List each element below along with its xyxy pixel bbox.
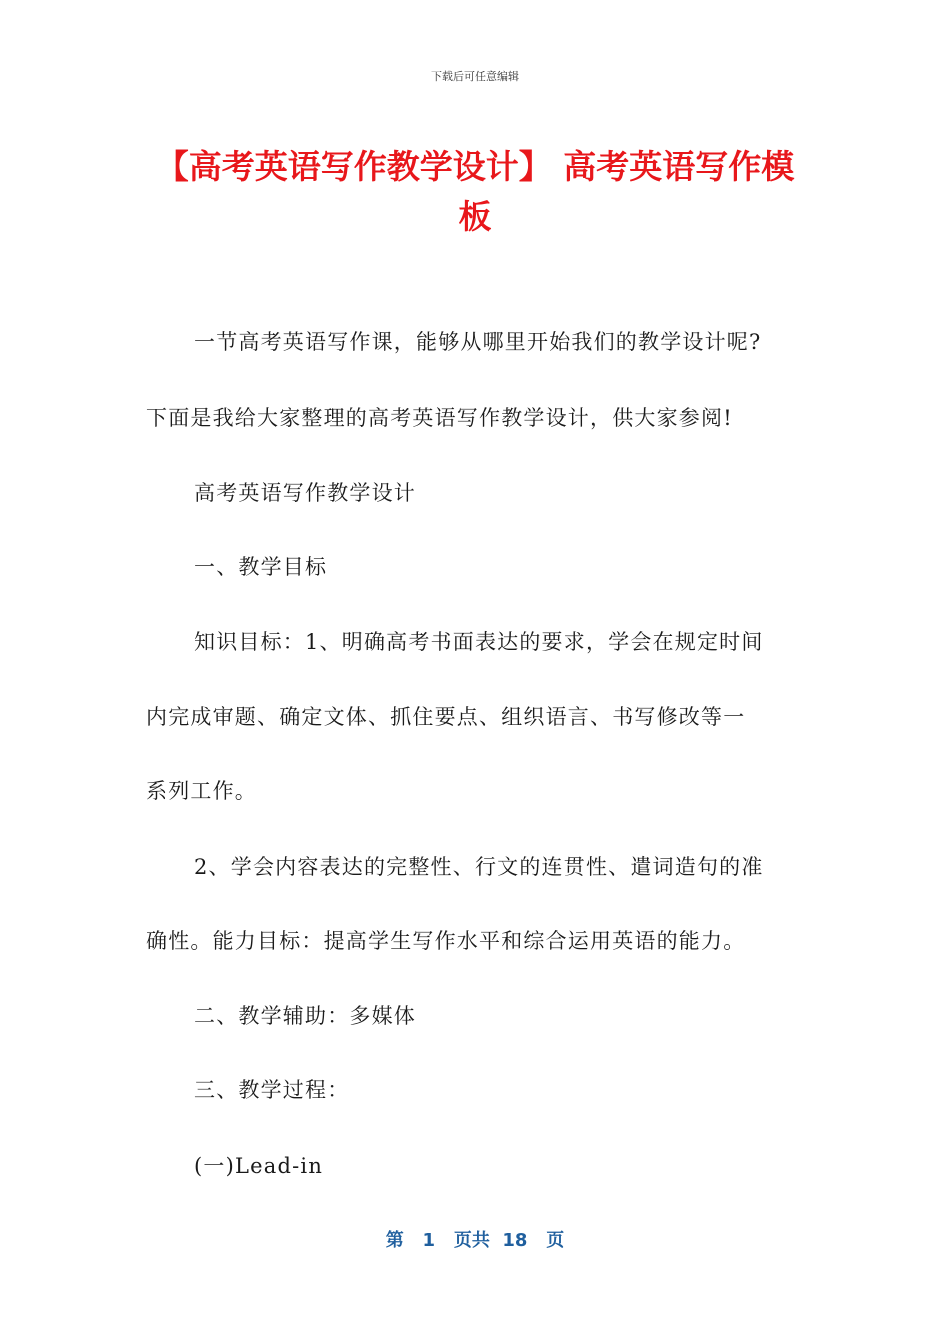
paragraph-line: 2、学会内容表达的完整性、行文的连贯性、遣词造句的准 <box>194 855 764 879</box>
paragraph-line: 高考英语写作教学设计 <box>194 481 416 505</box>
current-page-number: 1 <box>422 1230 436 1251</box>
paragraph-line: 一节高考英语写作课，能够从哪里开始我们的教学设计呢? <box>194 330 762 354</box>
footer-suffix: 页 <box>546 1230 565 1251</box>
section-heading: 三、教学过程： <box>194 1078 350 1102</box>
footer-prefix: 第 <box>385 1230 404 1251</box>
page-footer <box>0 1226 950 1252</box>
section-heading: 一、教学目标 <box>194 555 328 579</box>
paragraph-line: 确性。能力目标：提高学生写作水平和综合运用英语的能力。 <box>146 929 746 953</box>
paragraph-line: 下面是我给大家整理的高考英语写作教学设计，供大家参阅! <box>146 406 733 430</box>
paragraph-line: 内完成审题、确定文体、抓住要点、组织语言、书写修改等一 <box>146 705 746 729</box>
paragraph-line: 知识目标：1、明确高考书面表达的要求，学会在规定时间 <box>194 630 764 654</box>
paragraph-line: 系列工作。 <box>146 779 257 803</box>
header-note: 下载后可任意编辑 <box>431 70 519 83</box>
document-title: 【高考英语写作教学设计】 高考英语写作模板 <box>155 147 795 236</box>
subsection-heading: (一)Lead-in <box>194 1154 324 1178</box>
total-pages-number: 18 <box>502 1230 528 1251</box>
footer-mid: 页共 <box>453 1230 490 1251</box>
section-heading: 二、教学辅助：多媒体 <box>194 1004 416 1028</box>
